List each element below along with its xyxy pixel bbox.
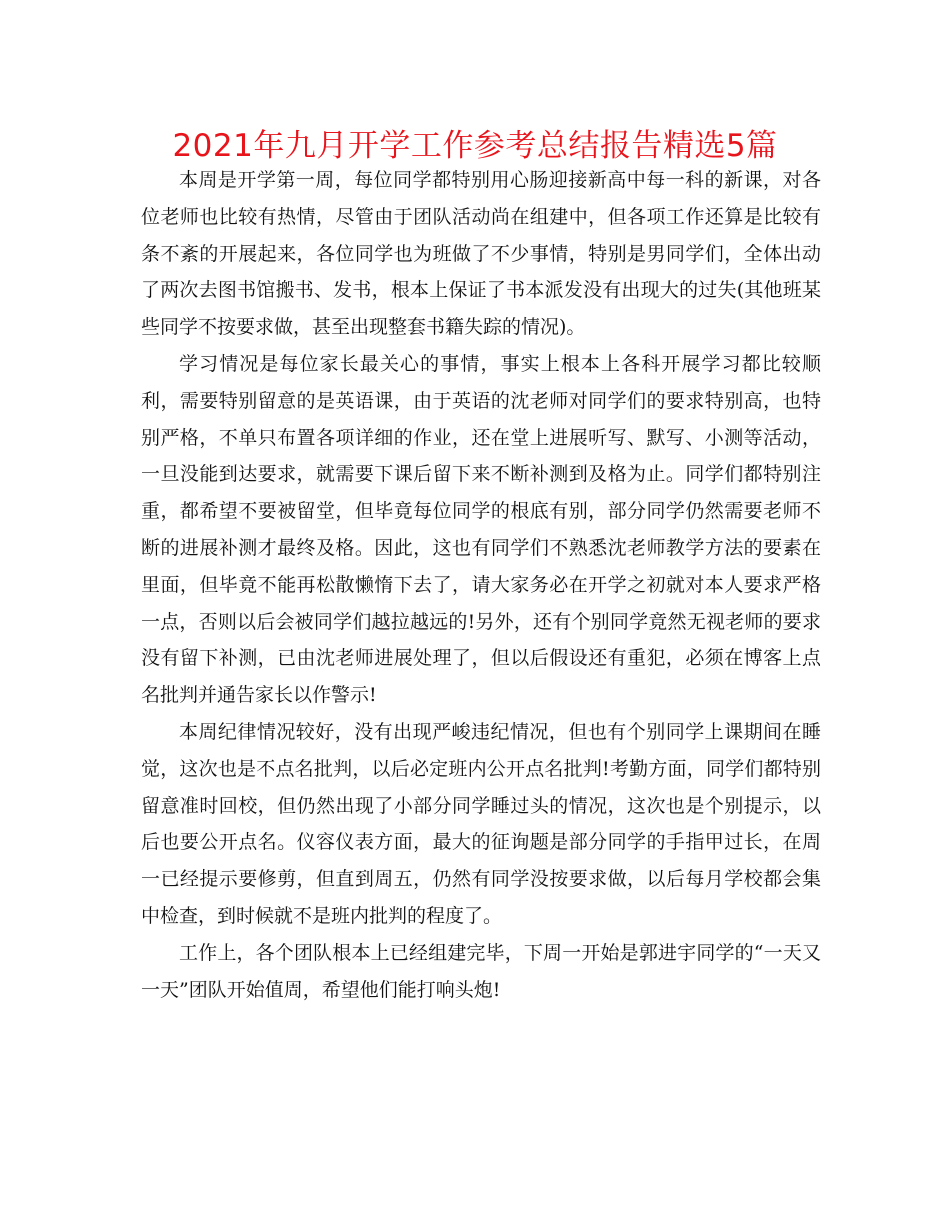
paragraph: 学习情况是每位家长最关心的事情，事实上根本上各科开展学习都比较顺利，需要特别留意的是英语课，由于英语的沈老师对同学们的要求特别高，也特别严格，不单只布置各项详细的作业，还在堂上进展听写、默写、小测等活动，一旦没能到达要求，就需要下课后留下来不断补测到及格为止。同学们都特别注重，都希望不要被留堂，但毕竟每位同学的根底有别，部分同学仍然需要老师不断的进展补测才最终及格。因此，这也有同学们不熟悉沈老师教学方法的要素在里面，但毕竟不能再松散懒惰下去了，请大家务必在开学之初就对本人要求严格一点，否则以后会被同学们越拉越远的!另外，还有个别同学竟然无视老师的要求没有留下补测，已由沈老师进展处理了，但以后假设还有重犯，必须在博客上点名批判并通告家长以作警示! [141, 352, 821, 707]
document-title: 2021年九月开学工作参考总结报告精选5篇 [172, 128, 778, 164]
paragraph: 本周是开学第一周，每位同学都特别用心肠迎接新高中每一科的新课，对各位老师也比较有热情，尽管由于团队活动尚在组建中，但各项工作还算是比较有条不紊的开展起来，各位同学也为班做了不少事情，特别是男同学们，全体出动了两次去图书馆搬书、发书，根本上保证了书本派发没有出现大的过失(其他班某些同学不按要求做，甚至出现整套书籍失踪的情况)。 [141, 169, 821, 339]
paragraph: 本周纪律情况较好，没有出现严峻违纪情况，但也有个别同学上课期间在睡觉，这次也是不点名批判，以后必定班内公开点名批判!考勤方面，同学们都特别留意准时回校，但仍然出现了小部分同学睡过头的情况，这次也是个别提示，以后也要公开点名。仪容仪表方面，最大的征询题是部分同学的手指甲过长，在周一已经提示要修剪，但直到周五，仍然有同学没按要求做，以后每月学校都会集中检查，到时候就不是班内批判的程度了。 [141, 720, 821, 927]
document-body [141, 162, 821, 1008]
paragraph: 工作上，各个团队根本上已经组建完毕，下周一开始是郭进宇同学的“一天又一天”团队开始值周，希望他们能打响头炮! [141, 941, 821, 1001]
